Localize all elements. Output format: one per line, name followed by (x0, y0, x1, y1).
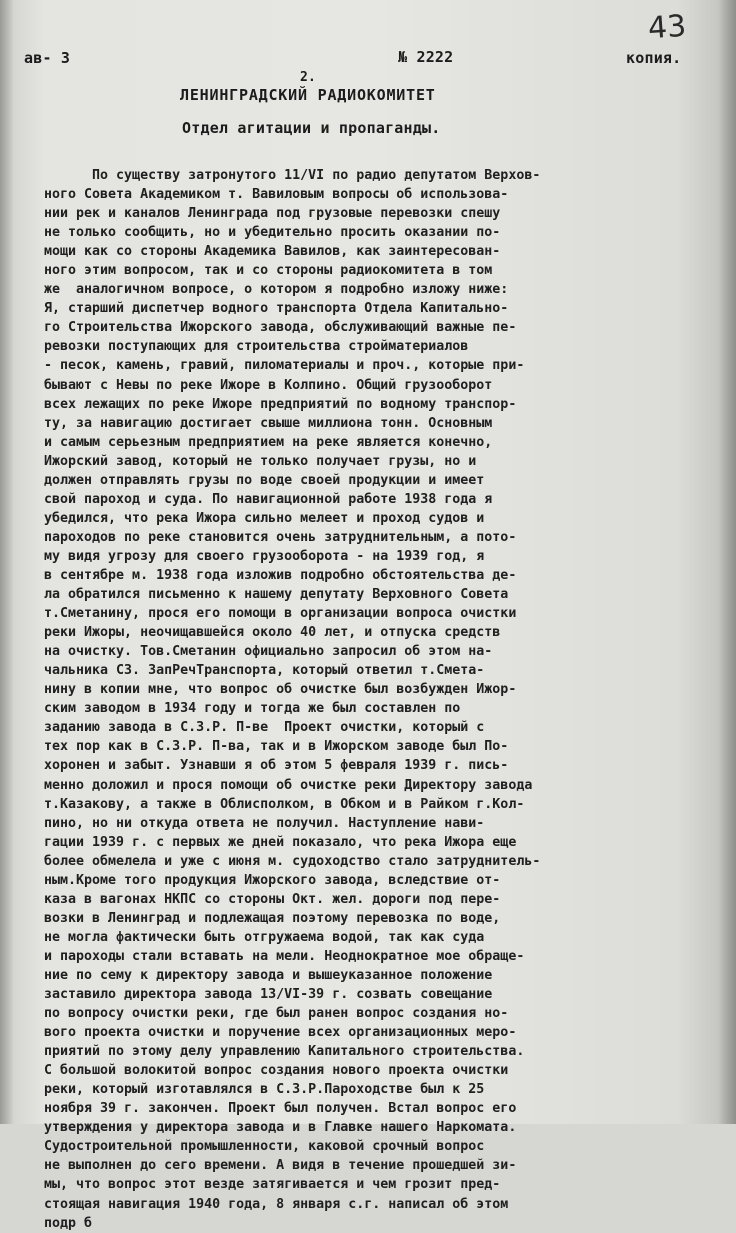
body-line: утверждения у директора завода и в Главке нашего Наркомата. (44, 1120, 517, 1136)
body-line: Я, старший диспетчер водного транспорта Отдела Капитально- (44, 301, 509, 317)
body-line: бывают с Невы по реке Ижоре в Колпино. Общий грузооборот (44, 377, 493, 393)
body-line: т.Сметанину, прося его помощи в организации вопроса очистки (44, 606, 517, 622)
body-line: Ижорский завод, который не только получает грузы, но и (44, 453, 477, 469)
body-line: ным.Кроме того продукция Ижорского завода, вследствие от- (44, 872, 501, 888)
body-line: С большой волокитой вопрос создания нового проекта очистки (44, 1063, 509, 1079)
body-line: стоящая навигация 1940 года, 8 января с.г. написал об этом (44, 1196, 509, 1212)
body-line: нину в копии мне, что вопрос об очистке был возбужден Ижор- (44, 682, 517, 698)
body-line: По существу затронутого 11/VI по радио депутатом Верхов- (44, 168, 541, 183)
body-line: заданию завода в С.З.Р. П-ве Проект очистки, который с (44, 720, 485, 736)
copy-label: копия. (626, 49, 682, 67)
body-line: же аналогичном вопросе, о котором я подробно изложу ниже: (44, 282, 509, 298)
body-line: пино, но ни откуда ответа не получил. Наступление нави- (44, 815, 485, 831)
body-line: заставило директора завода 13/VI-39 г. созвать совещание (44, 987, 493, 1003)
body-line: пароходов по реке становится очень затруднительным, а пото- (44, 529, 517, 545)
body-line: убедился, что река Ижора сильно мелеет и проход судов и (44, 510, 485, 526)
body-line: свой пароход и суда. По навигационной работе 1938 года я (44, 491, 493, 507)
body-line: ревозки поступающих для строительства стройматериалов (44, 339, 469, 355)
body-line: т.Казакову, а также в Облисполком, в Обком и в Райком г.Кол- (44, 796, 525, 812)
body-line: подр б (44, 1215, 93, 1231)
body-line: менно доложил и прося помощи об очистке реки Директору завода (44, 777, 533, 793)
body-line: приятий по этому делу управлению Капитального строительства. (44, 1044, 525, 1060)
body-line: каза в вагонах НКПС со стороны Окт. жел. дороги под пере- (44, 891, 501, 907)
body-line: ла обратился письменно к нашему депутату Верховного Совета (44, 587, 509, 603)
paragraph-number: 2. (300, 70, 317, 85)
body-line: мощи как со стороны Академика Вавилов, как заинтересован- (44, 244, 501, 260)
body-line: - песок, камень, гравий, пиломатериалы и проч., которые при- (44, 358, 525, 374)
body-line: го Строительства Ижорского завода, обслуживающий важные пе- (44, 320, 517, 336)
body-line: ного Совета Академиком т. Вавиловым вопросы об использова- (44, 187, 509, 203)
body-line: ским заводом в 1934 году и тогда же был составлен по (44, 701, 461, 717)
body-line: ноября 39 г. закончен. Проект был получен. Встал вопрос его (44, 1101, 517, 1117)
body-line: по вопросу очистки реки, где был ранен вопрос создания но- (44, 1006, 509, 1022)
body-line: тех пор как в С.З.Р. П-ва, так и в Ижорском заводе был По- (44, 739, 509, 755)
body-line: должен отправлять грузы по воде своей продукции и имеет (44, 472, 485, 488)
body-line: более обмелела и уже с июня м. судоходство стало затруднитель- (44, 853, 541, 869)
body-line: мы, что вопрос этот везде затягивается и чем грозит пред- (44, 1177, 501, 1193)
letter-body (44, 166, 540, 1233)
body-line: гации 1939 г. с первых же дней показало, что река Ижора еще (44, 834, 517, 850)
department-heading: Отдел агитации и пропаганды. (182, 119, 441, 137)
body-line: чальника СЗ. ЗапРечТранспорта, который ответил т.Смета- (44, 663, 485, 679)
body-line: возки в Ленинград и подлежащая поэтому перевозка по воде, (44, 910, 501, 926)
body-line: и пароходы стали вставать на мели. Неоднократное мое обраще- (44, 948, 525, 964)
body-line: ние по сему к директору завода и вышеуказанное положение (44, 967, 493, 983)
scan-edge-left (0, 0, 14, 1124)
body-line: ного этим вопросом, так и со стороны радиокомитета в том (44, 263, 493, 279)
body-line: ту, за навигацию достигает свыше миллиона тонн. Основным (44, 415, 493, 431)
body-line: на очистку. Тов.Сметанин официально запросил об этом на- (44, 644, 493, 660)
body-line: реки Ижоры, неочищавшейся около 40 лет, и отпуска средств (44, 625, 501, 641)
body-line: в сентябре м. 1938 года изложив подробно обстоятельства де- (44, 567, 517, 583)
scan-edge-right (718, 0, 736, 1124)
body-line: не могла фактически быть отгружаема водой, так как суда (44, 929, 485, 945)
body-line: реки, который изготавлялся в С.З.Р.Пароходстве был к 25 (44, 1082, 485, 1098)
body-line: всех лежащих по реке Ижоре предприятий по водному транспор- (44, 396, 517, 412)
organization-heading: ЛЕНИНГРАДСКИЙ РАДИОКОМИТЕТ (180, 86, 436, 104)
body-line: хоронен и забыт. Узнавши я об этом 5 февраля 1939 г. пись- (44, 758, 509, 774)
body-line: Судостроительной промышленности, каковой срочный вопрос (44, 1139, 485, 1155)
body-line: вого проекта очистки и поручение всех организационных меро- (44, 1025, 517, 1041)
body-line: му видя угрозу для своего грузооборота - на 1939 год, я (44, 548, 485, 564)
document-number: № 2222 (398, 48, 454, 66)
body-line: нии рек и каналов Ленинграда под грузовые перевозки спешу (44, 206, 501, 222)
body-line: не выполнен до сего времени. А видя в течение прошедшей зи- (44, 1158, 517, 1174)
body-line: не только сообщить, но и убедительно просить оказании по- (44, 225, 501, 241)
document-code: ав- 3 (24, 49, 71, 67)
handwritten-page-number: 43 (646, 8, 688, 47)
body-line: и самым серьезным предприятием на реке является конечно, (44, 434, 493, 450)
